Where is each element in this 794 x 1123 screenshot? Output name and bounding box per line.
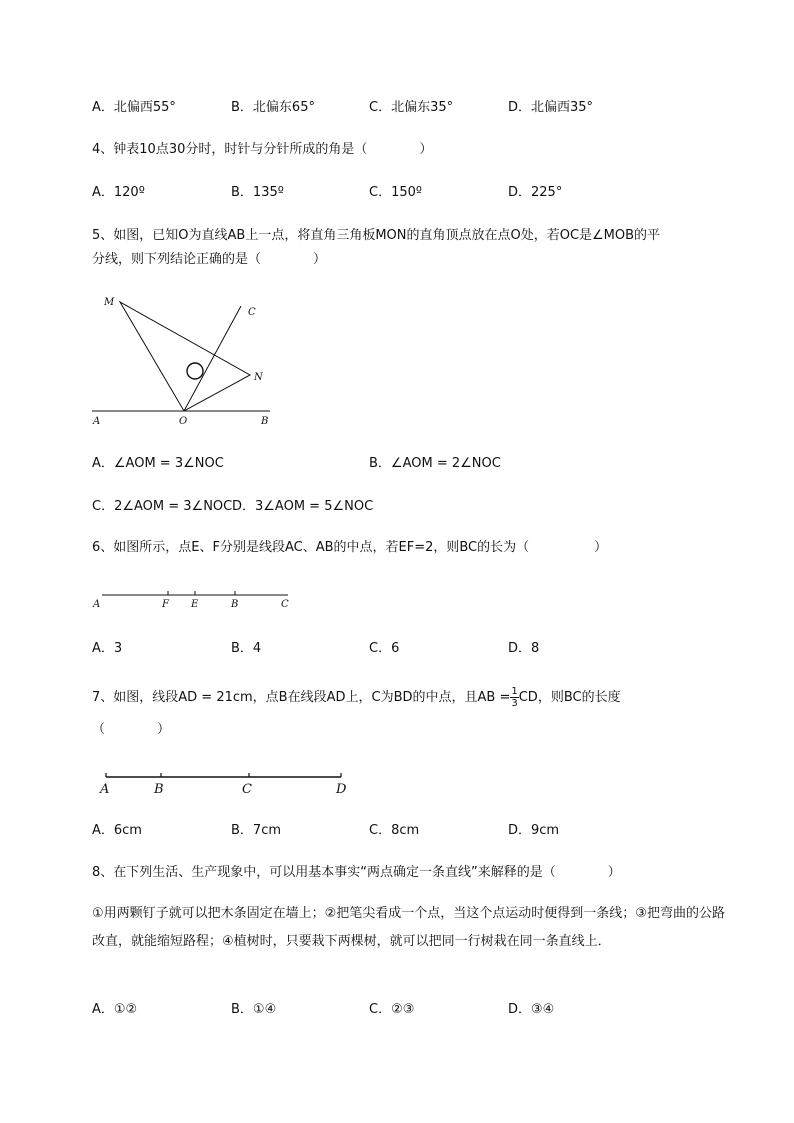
q5-stem-line2: 分线，则下列结论正确的是（ ） bbox=[92, 252, 327, 267]
q5-option-a: A．∠AOM = 3∠NOC bbox=[92, 456, 224, 471]
q6-option-b: B．4 bbox=[231, 641, 262, 656]
q7-stem-after: CD，则BC的长度 bbox=[518, 690, 621, 705]
q6-label-e: E bbox=[191, 599, 199, 610]
q4-stem: 4、钟表10点30分时，时针与分针所成的角是（ ） bbox=[92, 142, 433, 157]
q7-fraction-numerator: 1 bbox=[511, 686, 518, 697]
q5-option-c: C．2∠AOM = 3∠NOC bbox=[92, 499, 233, 514]
q6-figure bbox=[90, 585, 300, 615]
q7-label-c: C bbox=[242, 782, 252, 797]
q7-stem-line1 bbox=[92, 686, 621, 709]
q6-option-a: A．3 bbox=[92, 641, 123, 656]
q6-label-a: A bbox=[93, 599, 101, 610]
q5-label-n: N bbox=[254, 372, 263, 383]
q7-stem-before: 7、如图，线段AD = 21cm，点B在线段AD上，C为BD的中点，且AB = bbox=[92, 690, 511, 705]
q3-option-b: B．北偏东65° bbox=[231, 100, 315, 115]
q6-option-d: D．8 bbox=[508, 641, 540, 656]
q3-option-d: D．北偏西35° bbox=[508, 100, 594, 115]
q4-option-c: C．150º bbox=[369, 185, 423, 200]
q7-label-d: D bbox=[336, 782, 347, 797]
q8-option-a: A．①② bbox=[92, 1002, 138, 1017]
q7-fraction bbox=[510, 686, 518, 709]
q7-option-b: B．7cm bbox=[231, 823, 282, 838]
q5-label-m: M bbox=[104, 297, 115, 308]
q7-figure bbox=[96, 768, 356, 800]
q8-option-b: B．①④ bbox=[231, 1002, 277, 1017]
q4-option-d: D．225° bbox=[508, 185, 563, 200]
q8-option-d: D．③④ bbox=[508, 1002, 555, 1017]
q8-stem: 8、在下列生活、生产现象中，可以用基本事实“两点确定一条直线”来解释的是（ ） bbox=[92, 865, 621, 880]
q5-figure bbox=[88, 292, 288, 432]
q7-option-c: C．8cm bbox=[369, 823, 420, 838]
q6-label-c: C bbox=[281, 599, 289, 610]
q6-label-b: B bbox=[231, 599, 239, 610]
q6-option-c: C．6 bbox=[369, 641, 400, 656]
q8-option-c: C．②③ bbox=[369, 1002, 415, 1017]
q5-label-a: A bbox=[93, 416, 101, 427]
q8-body: ①用两颗钉子就可以把木条固定在墙上；②把笔尖看成一个点，当这个点运动时便得到一条线；③把弯曲的公路改直，就能缩短路程；④植树时，只要栽下两棵树，就可以把同一行树栽在同一条直线上． bbox=[92, 906, 725, 949]
q3-option-a: A．北偏西55° bbox=[92, 100, 176, 115]
q5-triangle-mon bbox=[120, 302, 250, 411]
q5-option-b: B．∠AOM = 2∠NOC bbox=[369, 456, 501, 471]
q7-option-a: A．6cm bbox=[92, 823, 142, 838]
q5-label-o: O bbox=[179, 416, 188, 427]
q7-label-a: A bbox=[100, 782, 110, 797]
q6-stem: 6、如图所示，点E、F分别是线段AC、AB的中点，若EF=2，则BC的长为（ ） bbox=[92, 540, 608, 555]
q5-triangle-hole bbox=[187, 363, 203, 379]
q5-label-b: B bbox=[261, 416, 269, 427]
q6-label-f: F bbox=[162, 599, 169, 610]
q5-option-d: D．3∠AOM = 5∠NOC bbox=[232, 499, 374, 514]
q3-option-c: C．北偏东35° bbox=[369, 100, 454, 115]
q7-stem-line2: （ ） bbox=[92, 722, 171, 737]
q7-option-d: D．9cm bbox=[508, 823, 560, 838]
q7-fraction-denominator: 3 bbox=[511, 698, 518, 709]
q4-option-a: A．120º bbox=[92, 185, 145, 200]
q4-option-b: B．135º bbox=[231, 185, 284, 200]
q7-label-b: B bbox=[154, 782, 164, 797]
q5-label-c: C bbox=[248, 307, 256, 318]
q5-stem-line1: 5、如图，已知O为直线AB上一点，将直角三角板MON的直角顶点放在点O处，若OC是∠MOB的平 bbox=[92, 228, 661, 243]
